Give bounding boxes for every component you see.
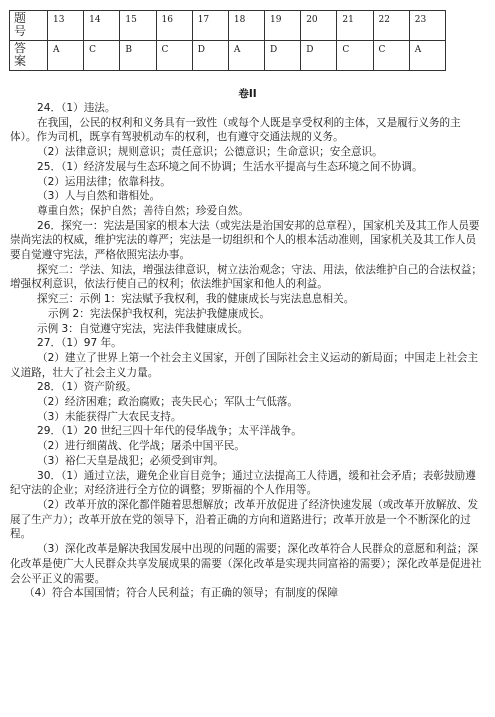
- text-line: 29．（1）20 世纪三四十年代的侵华战争；太平洋战争。: [37, 425, 302, 438]
- question-number: 16: [156, 11, 192, 41]
- answer-cell: D: [265, 41, 301, 71]
- question-number: 22: [373, 11, 409, 41]
- text-line: （2）进行细菌战、化学战；屠杀中国平民。: [37, 440, 246, 453]
- answer-cell: A: [48, 41, 84, 71]
- text-line: （3）人与自然和谐相处。: [37, 190, 161, 203]
- answer-text: [10, 101, 485, 601]
- text-line: 在我国，公民的权利和义务具有一致性（或每个人既是享受权利的主体，又是履行义务的主体）。作为司机，既享有驾驶机动车的权利，也有遵守交通法规的义务。: [10, 116, 461, 144]
- text-line: 尊重自然；保护自然；善待自然；珍爱自然。: [37, 204, 249, 217]
- text-line: （2）改革开放的深化都伴随着思想解放；改革开放促进了经济快速发展（或改革开放解放、发展了生产力）；改革开放在党的领导下，沿着正确的方向和道路进行；改革开放是一个不断深化的过程。: [10, 498, 479, 541]
- text-line: （3）裕仁天皇是战犯；必须受到审判。: [37, 454, 224, 467]
- text-line: （3）深化改革是解决我国发展中出现的问题的需要；深化改革符合人民群众的意愿和利益；深化改革是使广大人民群众共享发展成果的需要（深化改革是实现共同富裕的需要）；深化改革是促进社会公平正义的需要。: [10, 543, 482, 585]
- answer-cell: B: [120, 41, 156, 71]
- question-number: 17: [192, 11, 228, 41]
- text-line: 25．（1）经济发展与生态环境之间不协调；生活水平提高与生态环境之间不协调。: [37, 160, 423, 173]
- text-line: 24．（1）违法。: [37, 102, 116, 114]
- text-line: 28．（1）资产阶级。: [37, 381, 137, 394]
- row-header-question-number: 题号: [10, 11, 48, 41]
- question-number: 20: [301, 11, 337, 41]
- text-line: （2）经济困难；政治腐败；丧失民心；军队士气低落。: [37, 396, 298, 409]
- question-number: 15: [120, 11, 156, 41]
- answer-cell: C: [337, 41, 373, 71]
- text-line: 探究三：示例 1：宪法赋予我权利，我的健康成长与宪法息息相关。: [37, 293, 355, 306]
- question-number: 21: [337, 11, 373, 41]
- answer-table: [9, 10, 446, 71]
- question-number-row: [10, 11, 446, 41]
- text-line: 示例 3：自觉遵守宪法，宪法伴我健康成长。: [37, 322, 249, 335]
- text-line: 30．（1）通过立法，避免企业盲目竞争；通过立法提高工人待遇，缓和社会矛盾；表彰鼓励遵纪守法的企业；对经济进行全方位的调整；罗斯福的个人作用等。: [10, 469, 476, 497]
- question-number: 23: [409, 11, 445, 41]
- answer-cell: C: [156, 41, 192, 71]
- text-line: 探究二：学法、知法，增强法律意识，树立法治观念；守法、用法，依法维护自己的合法权益；增强权利意识，依法行使自己的权利；依法维护国家和他人的利益。: [10, 263, 482, 291]
- section-title: 卷II: [238, 88, 257, 100]
- question-number: 18: [228, 11, 264, 41]
- question-number: 19: [265, 11, 301, 41]
- text-line: （2）运用法律；依靠科技。: [37, 175, 171, 188]
- answer-cell: C: [84, 41, 120, 71]
- text-line: （2）建立了世界上第一个社会主义国家，开创了国际社会主义运动的新局面；中国走上社会主义道路，壮大了社会主义力量。: [10, 351, 479, 379]
- question-number: 14: [84, 11, 120, 41]
- answer-cell: A: [409, 41, 445, 71]
- text-line: （2）法律意识；规则意识；责任意识；公德意识；生命意识；安全意识。: [37, 146, 383, 159]
- text-line: 27．（1）97 年。: [37, 337, 122, 350]
- text-line: 26．探究一：宪法是国家的根本大法（或宪法是治国安邦的总章程），国家机关及其工作人员要崇尚宪法的权威，维护宪法的尊严；宪法是一切组织和个人的根本活动准则，国家机关及其工作人员要自觉遵守宪法，严格依照宪法办事。: [10, 219, 480, 262]
- row-header-answer: 答案: [10, 41, 48, 71]
- question-number: 13: [48, 11, 84, 41]
- text-line: 示例 2：宪法保护我权利，宪法护我健康成长。: [48, 307, 270, 320]
- answer-cell: D: [301, 41, 337, 71]
- answer-cell: D: [192, 41, 228, 71]
- answer-row: [10, 41, 446, 71]
- text-line: （3）未能获得广大农民支持。: [37, 410, 182, 423]
- text-line: （4）符合本国国情；符合人民利益；有正确的领导；有制度的保障: [24, 587, 338, 600]
- answer-cell: A: [228, 41, 264, 71]
- answer-cell: C: [373, 41, 409, 71]
